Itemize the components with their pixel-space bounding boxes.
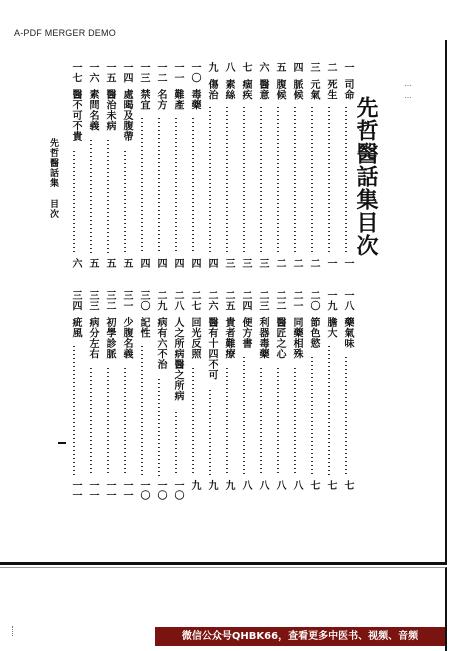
toc-entry[interactable]: [255, 62, 267, 100]
document-page: [0, 40, 447, 565]
entry-page-number: 三: [257, 258, 268, 268]
entry-title: 脈候: [291, 78, 302, 100]
entry-number: 二三: [257, 290, 268, 311]
toc-entry[interactable]: [68, 290, 80, 338]
entry-number: 九: [206, 62, 217, 73]
entry-number: 八: [223, 62, 234, 73]
dot-leader: [226, 368, 228, 476]
dot-leader: [294, 368, 296, 476]
entry-number: 一五: [104, 62, 115, 83]
dot-leader: [243, 357, 245, 476]
dot-leader: [107, 140, 109, 254]
entry-number: 四: [291, 62, 302, 73]
dot-leader: [345, 357, 347, 476]
toc-entry[interactable]: [170, 290, 182, 401]
entry-title: 難產: [172, 89, 183, 110]
entry-number: 二二: [274, 290, 285, 311]
toc-entry[interactable]: [289, 62, 301, 100]
entry-number: 三: [308, 62, 319, 73]
toc-entry[interactable]: [238, 62, 250, 100]
entry-number: 一七: [70, 62, 81, 83]
dot-leader: [73, 151, 75, 254]
entry-number: 一六: [87, 62, 98, 83]
toc-entry[interactable]: [119, 62, 131, 142]
entry-title: 禁宜: [138, 89, 149, 110]
entry-title: 司命: [342, 78, 353, 100]
entry-title: 處暍及腹帶: [121, 89, 132, 142]
entry-page-number: 七: [308, 480, 319, 490]
entry-page-number: 二: [291, 258, 302, 268]
entry-number: 七: [240, 62, 251, 73]
entry-number: 六: [257, 62, 268, 73]
entry-page-number: 一一: [70, 480, 81, 500]
entry-page-number: 三: [240, 258, 251, 268]
dot-leader: [328, 107, 330, 254]
entry-title: 膽大: [325, 317, 336, 338]
toc-entry[interactable]: [323, 290, 335, 338]
entry-title: 人之所病醫之所病: [172, 317, 183, 401]
entry-number: 一一: [172, 62, 183, 83]
entry-page-number: 八: [240, 480, 251, 490]
entry-number: 二五: [223, 290, 234, 311]
entry-page-number: 一: [325, 258, 336, 268]
entry-number: 二六: [206, 290, 217, 311]
entry-number: 一九: [325, 290, 336, 311]
entry-number: 二七: [189, 290, 200, 311]
entry-title: 貴者難療: [223, 317, 234, 359]
entry-number: 三三: [87, 290, 98, 311]
entry-page-number: 一一: [121, 480, 132, 500]
entry-page-number: 三: [223, 258, 234, 268]
toc-entry[interactable]: [221, 290, 233, 359]
dot-leader: [260, 107, 262, 254]
dot-leader: [226, 107, 228, 254]
entry-number: 一二: [155, 62, 166, 83]
entry-number: 三二: [104, 290, 115, 311]
entry-title: 名方: [155, 89, 166, 110]
dot-leader: [158, 118, 160, 254]
dot-leader: [73, 346, 75, 476]
entry-title: 少腹名義: [121, 317, 132, 359]
toc-entry[interactable]: [323, 62, 335, 100]
entry-page-number: 五: [121, 258, 132, 268]
dot-leader: [277, 368, 279, 476]
toc-entry[interactable]: [340, 62, 352, 100]
entry-page-number: 四: [155, 258, 166, 268]
toc-entry[interactable]: [102, 290, 114, 359]
dot-leader: [158, 379, 160, 476]
entry-number: 三〇: [138, 290, 149, 311]
entry-title: 病有六不治: [155, 317, 166, 370]
entry-number: 二八: [172, 290, 183, 311]
promo-banner[interactable]: 微信公众号QHBK66，查看更多中医书、视频、音频: [155, 627, 445, 646]
toc-entry[interactable]: [255, 290, 267, 359]
entry-number: 二: [325, 62, 336, 73]
entry-page-number: 一〇: [155, 480, 166, 500]
dot-leader: [175, 412, 177, 476]
entry-title: 素問名義: [87, 89, 98, 131]
toc-entry[interactable]: [306, 62, 318, 100]
toc-entry[interactable]: [85, 290, 97, 359]
dot-leader: [141, 118, 143, 254]
watermark-label: A-PDF MERGER DEMO: [14, 28, 116, 38]
toc-entry[interactable]: [102, 62, 114, 131]
dot-leader: [277, 107, 279, 254]
entry-page-number: 八: [291, 480, 302, 490]
page-number-mark: [58, 442, 66, 444]
entry-title: 腹候: [274, 78, 285, 100]
entry-number: 二〇: [308, 290, 319, 311]
entry-page-number: 七: [342, 480, 353, 490]
entry-number: 二四: [240, 290, 251, 311]
dot-leader: [107, 368, 109, 476]
entry-page-number: 六: [70, 258, 81, 268]
entry-page-number: 九: [223, 480, 234, 490]
entry-title: 死生: [325, 78, 336, 100]
side-marks: ……: [404, 80, 412, 104]
dot-leader: [209, 390, 211, 476]
toc-entry[interactable]: [272, 62, 284, 100]
entry-page-number: 二: [274, 258, 285, 268]
entry-title: 痼疾: [240, 78, 251, 100]
dot-leader: [124, 151, 126, 254]
entry-title: 醫匠之心: [274, 317, 285, 359]
toc-entry[interactable]: [136, 290, 148, 338]
dot-leader: [311, 357, 313, 476]
entry-page-number: 四: [206, 258, 217, 268]
dot-leader: [175, 118, 177, 254]
toc-entry[interactable]: [204, 290, 216, 380]
entry-page-number: 四: [189, 258, 200, 268]
toc-entry[interactable]: [68, 62, 80, 142]
entry-title: 醫有十四不可: [206, 317, 217, 380]
toc-entry[interactable]: [85, 62, 97, 131]
entry-page-number: 四: [172, 258, 183, 268]
entry-title: 毒藥: [189, 89, 200, 110]
entry-title: 同藥相殊: [291, 317, 302, 359]
entry-page-number: 五: [87, 258, 98, 268]
entry-number: 五: [274, 62, 285, 73]
entry-title: 初學診脈: [104, 317, 115, 359]
toc-entry[interactable]: [187, 62, 199, 110]
dot-leader: [141, 346, 143, 476]
entry-page-number: 一〇: [172, 480, 183, 500]
book-title: 先哲醫話集 目次: [48, 138, 58, 219]
entry-title: 病分左右: [87, 317, 98, 359]
toc-entry[interactable]: [221, 62, 233, 100]
entry-title: 藥氣味: [342, 317, 353, 349]
toc-entry[interactable]: [272, 290, 284, 359]
entry-title: 節色慾: [308, 317, 319, 349]
entry-page-number: 五: [104, 258, 115, 268]
entry-number: 二九: [155, 290, 166, 311]
toc-entry[interactable]: [204, 62, 216, 100]
dot-leader: [124, 368, 126, 476]
entry-number: 三四: [70, 290, 81, 311]
entry-page-number: 九: [206, 480, 217, 490]
entry-title: 記性: [138, 317, 149, 338]
entry-page-number: 一一: [87, 480, 98, 500]
toc-entry[interactable]: [289, 290, 301, 359]
toc-entry[interactable]: [187, 290, 199, 359]
entry-page-number: 一: [342, 258, 353, 268]
entry-page-number: 九: [189, 480, 200, 490]
entry-number: 一四: [121, 62, 132, 83]
entry-number: 一: [342, 62, 353, 73]
entry-title: 醫不可不貴: [70, 89, 81, 142]
toc-entry[interactable]: [153, 62, 165, 110]
toc-entry[interactable]: [136, 62, 148, 110]
entry-title: 醫意: [257, 78, 268, 100]
toc-entry[interactable]: [153, 290, 165, 370]
entry-title: 利器毒藥: [257, 317, 268, 359]
entry-number: 一三: [138, 62, 149, 83]
entry-title: 疵風: [70, 317, 81, 338]
entry-title: 回光反照: [189, 317, 200, 359]
dot-leader: [328, 346, 330, 476]
dot-leader: [192, 368, 194, 476]
entry-title: 素絲: [223, 78, 234, 100]
toc-entry[interactable]: [340, 290, 352, 349]
dot-leader: [192, 118, 194, 254]
toc-entry[interactable]: [119, 290, 131, 359]
toc-entry[interactable]: [170, 62, 182, 110]
entry-page-number: 一一: [104, 480, 115, 500]
entry-number: 二一: [291, 290, 302, 311]
scroll-tick: [12, 626, 14, 636]
dot-leader: [260, 368, 262, 476]
toc-entry[interactable]: [306, 290, 318, 349]
entry-number: 一八: [342, 290, 353, 311]
entry-title: 元氣: [308, 78, 319, 100]
dot-leader: [209, 107, 211, 254]
entry-title: 傷治: [206, 78, 217, 100]
toc-entry[interactable]: [238, 290, 250, 349]
entry-page-number: 七: [325, 480, 336, 490]
entry-page-number: 八: [274, 480, 285, 490]
dot-leader: [345, 107, 347, 254]
page-title: 先哲醫話集目次: [353, 96, 379, 257]
entry-page-number: 八: [257, 480, 268, 490]
entry-page-number: 二: [308, 258, 319, 268]
entry-number: 三一: [121, 290, 132, 311]
entry-page-number: 四: [138, 258, 149, 268]
entry-title: 醫治未病: [104, 89, 115, 131]
dot-leader: [311, 107, 313, 254]
dot-leader: [243, 107, 245, 254]
entry-number: 一〇: [189, 62, 200, 83]
entry-page-number: 一〇: [138, 480, 149, 500]
dot-leader: [90, 140, 92, 254]
dot-leader: [294, 107, 296, 254]
entry-title: 便方書: [240, 317, 251, 349]
dot-leader: [90, 368, 92, 476]
